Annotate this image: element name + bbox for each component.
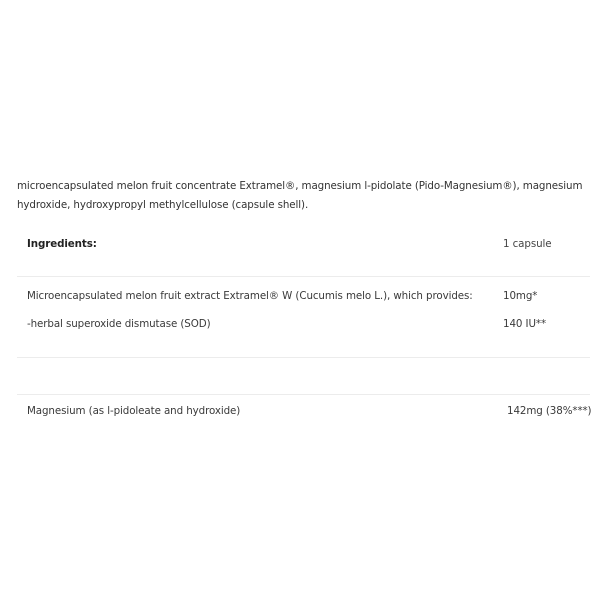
ingredient-name: Magnesium (as l-pidoleate and hydroxide) <box>27 405 241 417</box>
ingredient-amount: 140 IU** <box>503 318 546 330</box>
serving-size-label: 1 capsule <box>503 238 552 250</box>
ingredients-header-label: Ingredients: <box>27 238 97 250</box>
ingredient-name: Microencapsulated melon fruit extract Extramel® W (Cucumis melo L.), which provides: <box>27 290 473 302</box>
divider <box>17 357 590 358</box>
ingredient-amount: 10mg* <box>503 290 538 302</box>
composition-text: microencapsulated melon fruit concentrate Extramel®, magnesium l-pidolate (Pido-Magnesium®), magnesium hydroxide, hydroxypropyl methylcellulose (capsule shell). <box>17 180 583 211</box>
divider <box>17 394 590 395</box>
divider <box>17 276 590 277</box>
ingredient-name: -herbal superoxide dismutase (SOD) <box>27 318 211 330</box>
ingredient-amount: 142mg (38%***) <box>507 405 592 417</box>
